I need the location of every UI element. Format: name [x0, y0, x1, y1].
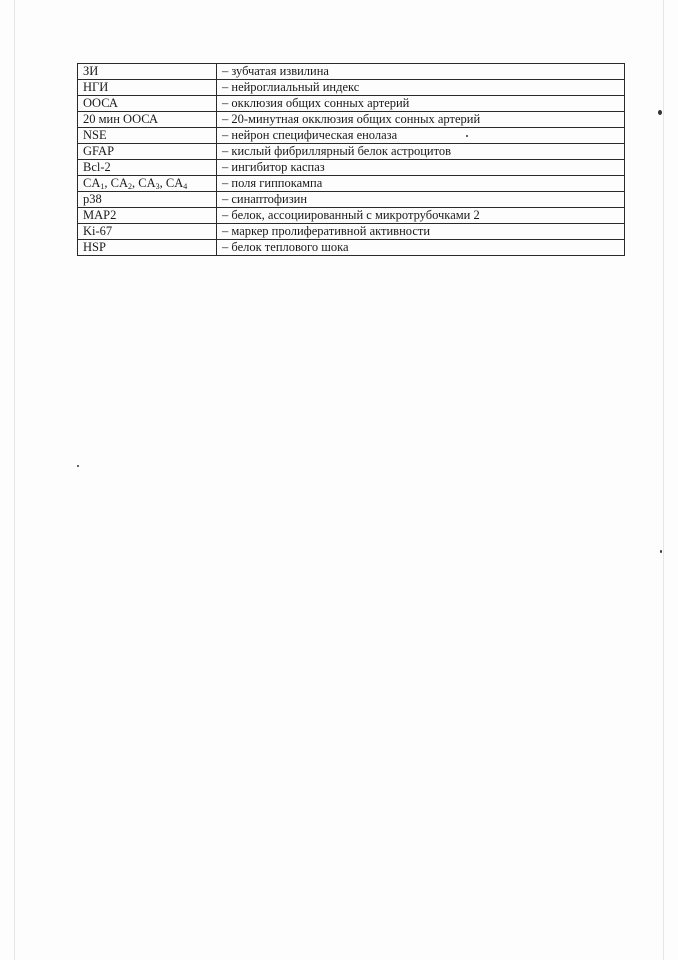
table-row: [78, 80, 625, 96]
table-row: [78, 208, 625, 224]
ca-term-part: $CA_3$,: [138, 176, 166, 191]
scan-speck: [466, 135, 468, 137]
abbreviation-definition: – ингибитор каспаз: [217, 160, 625, 176]
table-row: [78, 128, 625, 144]
abbreviation-definition: – нейрон специфическая енолаза: [217, 128, 625, 144]
abbreviation-term: NSE: [78, 128, 217, 144]
scan-speck: [77, 465, 79, 467]
abbreviation-definition: – маркер пролиферативной активности: [217, 224, 625, 240]
abbreviation-term: ЗИ: [78, 64, 217, 80]
scan-speck: [660, 550, 662, 553]
scan-speck: [658, 110, 662, 115]
table-row: [78, 64, 625, 80]
abbreviation-term: ООСА: [78, 96, 217, 112]
table-row: [78, 192, 625, 208]
scan-edge-right: [663, 0, 664, 960]
table-row: [78, 112, 625, 128]
abbreviation-definition: – нейроглиальный индекс: [217, 80, 625, 96]
abbreviation-term-hippocampus-fields: [78, 176, 217, 192]
abbreviation-definition: – зубчатая извилина: [217, 64, 625, 80]
abbreviations-table: [77, 63, 625, 256]
abbreviation-definition: – белок теплового шока: [217, 240, 625, 256]
table-row: [78, 96, 625, 112]
abbreviation-definition: – белок, ассоциированный с микротрубочками 2: [217, 208, 625, 224]
abbreviation-term: HSP: [78, 240, 217, 256]
table-row: [78, 144, 625, 160]
table-row: [78, 176, 625, 192]
abbreviation-term: GFAP: [78, 144, 217, 160]
abbreviation-definition: – кислый фибриллярный белок астроцитов: [217, 144, 625, 160]
abbreviation-term: MAP2: [78, 208, 217, 224]
ca-term-part: $CA_1$,: [83, 176, 111, 191]
ca-term-part: $CA_4$: [165, 176, 188, 191]
abbreviation-definition: – 20-минутная окклюзия общих сонных артерий: [217, 112, 625, 128]
abbreviation-term: Ki-67: [78, 224, 217, 240]
table-row: [78, 240, 625, 256]
scan-edge-left: [14, 0, 15, 960]
abbreviation-term: p38: [78, 192, 217, 208]
table-row: [78, 224, 625, 240]
abbreviation-term: НГИ: [78, 80, 217, 96]
abbreviation-term: Bcl-2: [78, 160, 217, 176]
abbreviation-definition: – поля гиппокампа: [217, 176, 625, 192]
table-row: [78, 160, 625, 176]
abbreviation-definition: – синаптофизин: [217, 192, 625, 208]
abbreviation-definition: – окклюзия общих сонных артерий: [217, 96, 625, 112]
ca-term-part: $CA_2$,: [110, 176, 139, 191]
abbreviation-term: 20 мин ООСА: [78, 112, 217, 128]
